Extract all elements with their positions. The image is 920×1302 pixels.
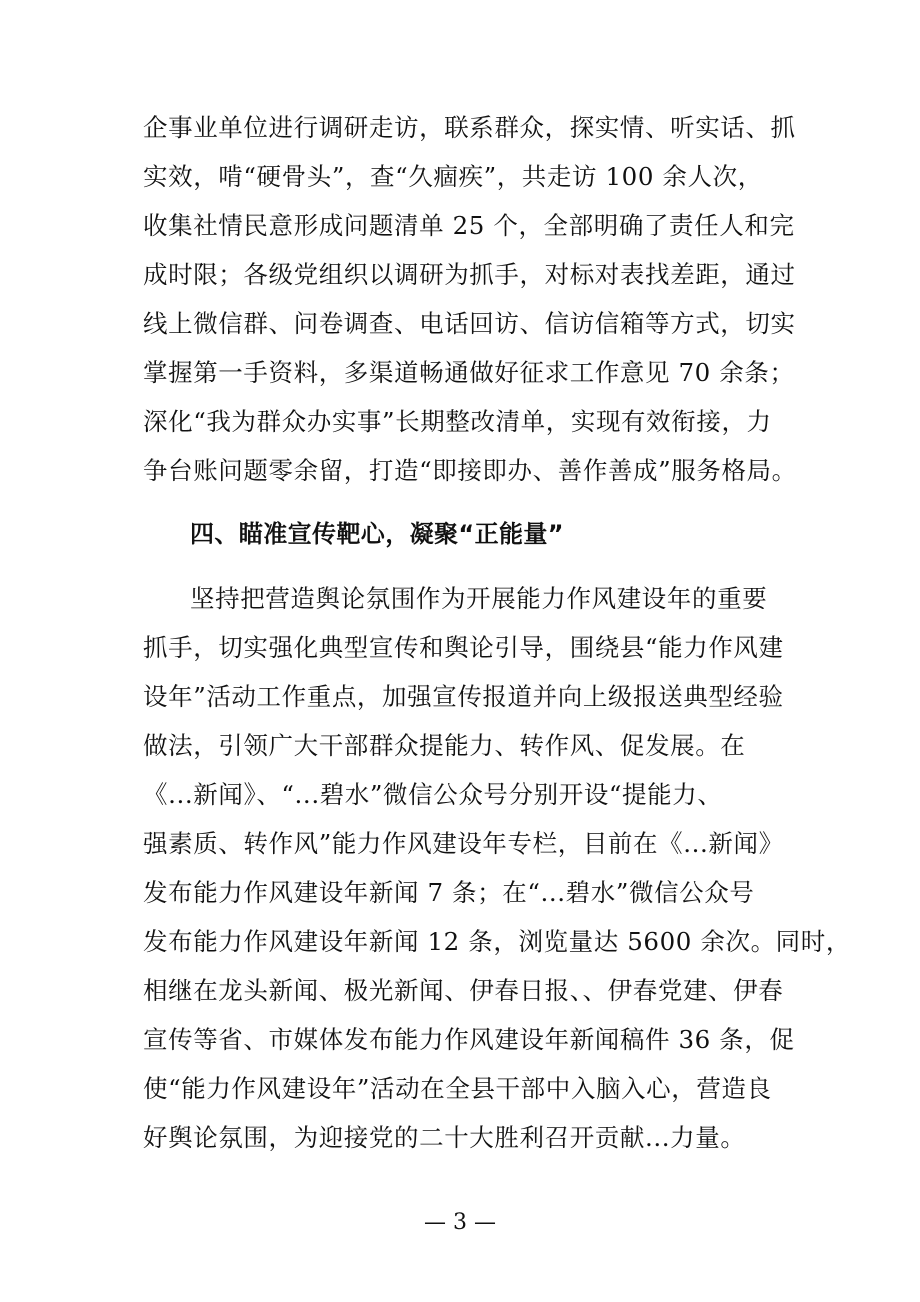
text-line: 好舆论氛围，为迎接党的二十大胜利召开贡献...力量。: [143, 1123, 746, 1152]
text-line: 发布能力作风建设年新闻 7 条；在“...碧水”微信公众号: [143, 878, 755, 907]
text-line: 深化“我为群众办实事”长期整改清单，实现有效衔接，力: [143, 407, 772, 436]
text-line: 实效，啃“硬骨头”，查“久痼疾”，共走访 100 余人次，: [143, 162, 763, 191]
text-line: 争台账问题零余留，打造“即接即办、善作善成”服务格局。: [143, 456, 797, 485]
text-line: 相继在龙头新闻、极光新闻、伊春日报、、伊春党建、伊春: [143, 976, 784, 1005]
text-line: 坚持把营造舆论氛围作为开展能力作风建设年的重要: [190, 584, 768, 613]
page-number: — 3 —: [424, 1210, 496, 1235]
text-line: 抓手，切实强化典型宣传和舆论引导，围绕县“能力作风建: [143, 633, 784, 662]
text-line: 宣传等省、市媒体发布能力作风建设年新闻稿件 36 条，促: [143, 1025, 795, 1054]
text-line: 企事业单位进行调研走访，联系群众，探实情、听实话、抓: [143, 113, 796, 142]
text-line: 使“能力作风建设年”活动在全县干部中入脑入心，营造良: [143, 1074, 772, 1103]
text-line: 线上微信群、问卷调查、电话回访、信访信箱等方式，切实: [143, 309, 796, 338]
text-line: 掌握第一手资料，多渠道畅通做好征求工作意见 70 余条；: [143, 358, 795, 387]
text-line: 强素质、转作风”能力作风建设年专栏，目前在《...新闻》: [143, 829, 784, 858]
text-line: 做法，引领广大干部群众提能力、转作风、促发展。在: [143, 731, 746, 760]
text-line: 成时限；各级党组织以调研为抓手，对标对表找差距，通过: [143, 260, 796, 289]
text-line: 设年”活动工作重点，加强宣传报道并向上级报送典型经验: [143, 682, 784, 711]
section-heading: 四、瞄准宣传靶心，凝聚“正能量”: [190, 520, 564, 548]
text-line: 《...新闻》、“...碧水”微信公众号分别开设“提能力、: [143, 780, 723, 809]
text-line: 发布能力作风建设年新闻 12 条，浏览量达 5600 余次。同时，: [143, 927, 851, 956]
text-line: 收集社情民意形成问题清单 25 个，全部明确了责任人和完: [143, 211, 795, 240]
